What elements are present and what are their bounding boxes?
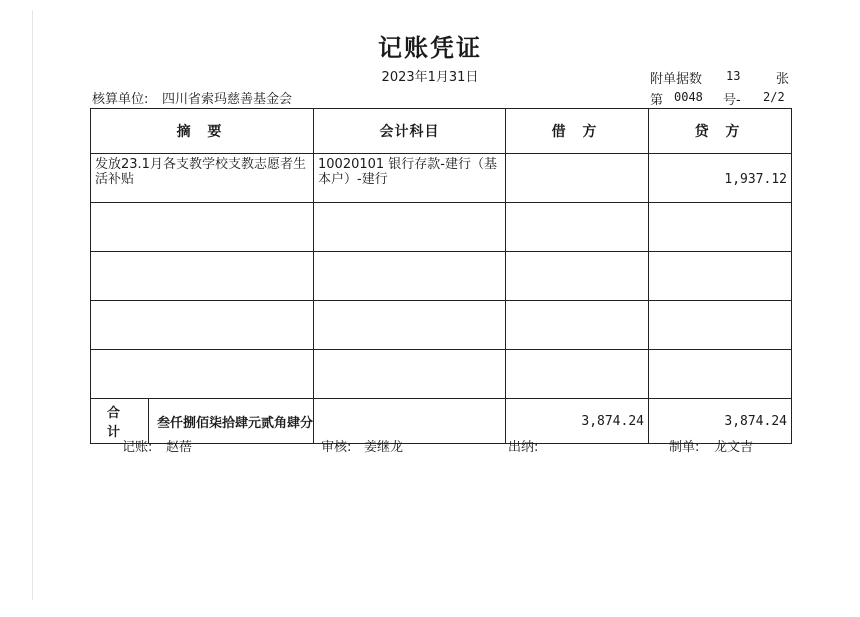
reviewer-label: 审核:: [321, 440, 352, 455]
row-account: [314, 350, 506, 399]
row-debit: [506, 203, 649, 252]
header-debit: 借 方: [506, 109, 649, 154]
row-account: [314, 252, 506, 301]
row-credit: 1,937.12: [649, 154, 792, 203]
attachment-unit: 张: [776, 72, 790, 87]
table-row: [91, 203, 792, 252]
preparer-label: 制单:: [669, 440, 700, 455]
bookkeeper-name: 赵蓓: [166, 440, 193, 455]
attachment-count: 13: [726, 69, 741, 83]
voucher-table: [90, 108, 792, 444]
header-credit: 贷 方: [649, 109, 792, 154]
row-credit: [649, 301, 792, 350]
row-credit: [649, 350, 792, 399]
voucher-date: 2023年1月31日: [381, 70, 479, 85]
accounting-unit-name: 四川省索玛慈善基金会: [162, 92, 293, 107]
attachment-label: 附单据数: [650, 72, 703, 87]
total-credit: 3,874.24: [649, 399, 792, 444]
total-amount-words: 叁仟捌佰柒拾肆元贰角肆分: [156, 415, 313, 431]
table-row: [91, 154, 792, 203]
bookkeeper-label: 记账:: [122, 440, 153, 455]
total-debit: 3,874.24: [506, 399, 649, 444]
voucher-number-prefix: 第: [650, 93, 664, 108]
header-summary: 摘 要: [91, 109, 314, 154]
row-summary: [91, 252, 314, 301]
reviewer-name: 姜继龙: [364, 440, 404, 455]
header-account: 会计科目: [314, 109, 506, 154]
table-row: [91, 252, 792, 301]
row-summary: [91, 203, 314, 252]
table-header-row: [91, 109, 792, 154]
row-account: [314, 203, 506, 252]
preparer-name: 龙文吉: [714, 440, 754, 455]
voucher-title: 记账凭证: [378, 34, 482, 62]
row-debit: [506, 301, 649, 350]
table-row: [91, 301, 792, 350]
total-label: 合 计: [91, 399, 149, 443]
row-account: [314, 301, 506, 350]
table-row: [91, 350, 792, 399]
scan-edge-line: [32, 10, 33, 600]
accounting-unit-label: 核算单位:: [92, 92, 149, 107]
row-credit: [649, 203, 792, 252]
row-debit: [506, 350, 649, 399]
row-summary: 发放23.1月各支教学校支教志愿者生活补贴: [91, 154, 314, 203]
row-debit: [506, 252, 649, 301]
row-credit: [649, 252, 792, 301]
voucher-page: 2/2: [763, 90, 785, 104]
cashier-label: 出纳:: [508, 440, 539, 455]
row-summary: [91, 301, 314, 350]
voucher-number-suffix: 号-: [723, 93, 741, 108]
row-account: 10020101 银行存款-建行（基本户）-建行: [314, 154, 506, 203]
voucher-number: 0048: [674, 90, 703, 104]
row-summary: [91, 350, 314, 399]
row-debit: [506, 154, 649, 203]
